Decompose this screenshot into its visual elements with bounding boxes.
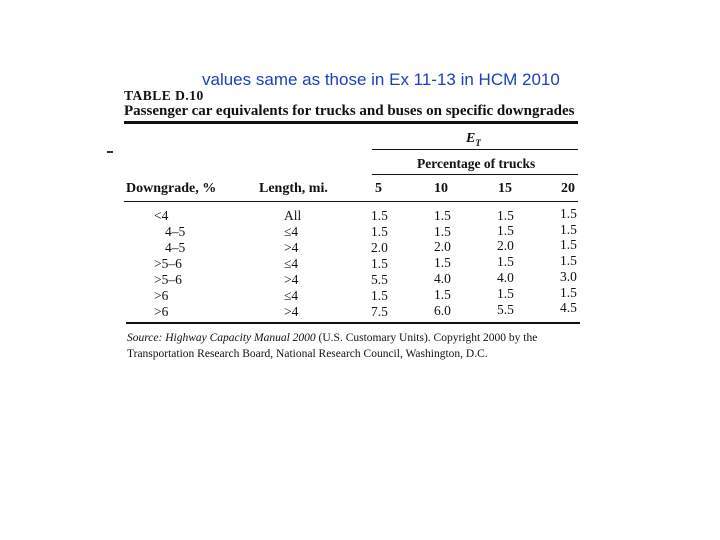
table-cell-value: 7.5 [371,304,388,319]
margin-mark [107,151,113,153]
table-cell-value: 1.5 [371,224,388,239]
annotation-note: values same as those in Ex 11-13 in HCM 2010 [202,70,560,89]
col-header-pct-20: 20 [561,181,575,196]
et-rule [372,149,578,150]
table-cell-value: 1.5 [560,222,577,237]
source-note [127,330,567,362]
table-cell-downgrade: >5–6 [154,256,182,271]
table-label: TABLE D.10 [124,88,204,103]
table-cell-downgrade: >5–6 [154,272,182,287]
table-cell-value: 3.0 [560,269,577,284]
table-cell-value: 1.5 [371,256,388,271]
table-cell-value: 1.5 [434,208,451,223]
group-header: Percentage of trucks [417,156,536,171]
table-cell-length: All [284,208,302,223]
table-cell-value: 5.5 [371,272,388,287]
table-cell-value: 4.0 [497,270,514,285]
table-cell-downgrade: 4–5 [165,240,186,255]
table-cell-length: ≤4 [284,224,299,239]
table-cell-value: 5.5 [497,302,514,317]
table-cell-downgrade: 4–5 [165,224,186,239]
table-cell-value: 1.5 [560,253,577,268]
table-cell-value: 1.5 [560,237,577,252]
table-cell-downgrade: >6 [154,288,169,303]
table-cell-value: 6.0 [434,303,451,318]
table-cell-value: 1.5 [560,206,577,221]
table-cell-value: 2.0 [434,239,451,254]
table-cell-value: 4.5 [560,300,577,315]
header-rule [124,201,578,202]
group-rule [372,174,578,175]
table-cell-length: ≤4 [284,288,299,303]
col-header-pct-5: 5 [375,181,382,196]
table-cell-value: 1.5 [497,286,514,301]
table-cell-value: 1.5 [434,255,451,270]
table-cell-value: 1.5 [434,224,451,239]
table-cell-value: 2.0 [371,240,388,255]
table-cell-value: 1.5 [371,208,388,223]
bottom-rule [126,322,580,324]
table-cell-length: >4 [284,304,299,319]
table-cell-value: 1.5 [371,288,388,303]
source-label: Source: [127,332,163,344]
table-cell-length: ≤4 [284,256,299,271]
table-cell-value: 1.5 [434,287,451,302]
col-header-length: Length, mi. [259,181,328,196]
table-cell-value: 2.0 [497,238,514,253]
et-symbol: E [466,131,476,146]
et-header [466,131,481,148]
table-cell-length: >4 [284,272,299,287]
source-book-title: Highway Capacity Manual 2000 [165,332,316,344]
col-header-pct-15: 15 [498,181,512,196]
table-cell-value: 1.5 [560,285,577,300]
top-rule [124,121,578,124]
table-cell-value: 1.5 [497,254,514,269]
col-header-downgrade: Downgrade, % [126,181,217,196]
et-subscript: T [475,137,481,148]
table-cell-downgrade: <4 [154,208,169,223]
table-cell-value: 1.5 [497,208,514,223]
table-cell-downgrade: >6 [154,304,169,319]
source-text: (U.S. Customary Units). Copyright 2000 by the Transportation Research Board, National Research Council, Washington, D.C. [127,332,538,360]
col-header-pct-10: 10 [434,181,448,196]
table-cell-value: 1.5 [497,223,514,238]
table-cell-value: 4.0 [434,271,451,286]
table-cell-length: >4 [284,240,299,255]
table-caption: Passenger car equivalents for trucks and buses on specific downgrades [124,103,575,119]
